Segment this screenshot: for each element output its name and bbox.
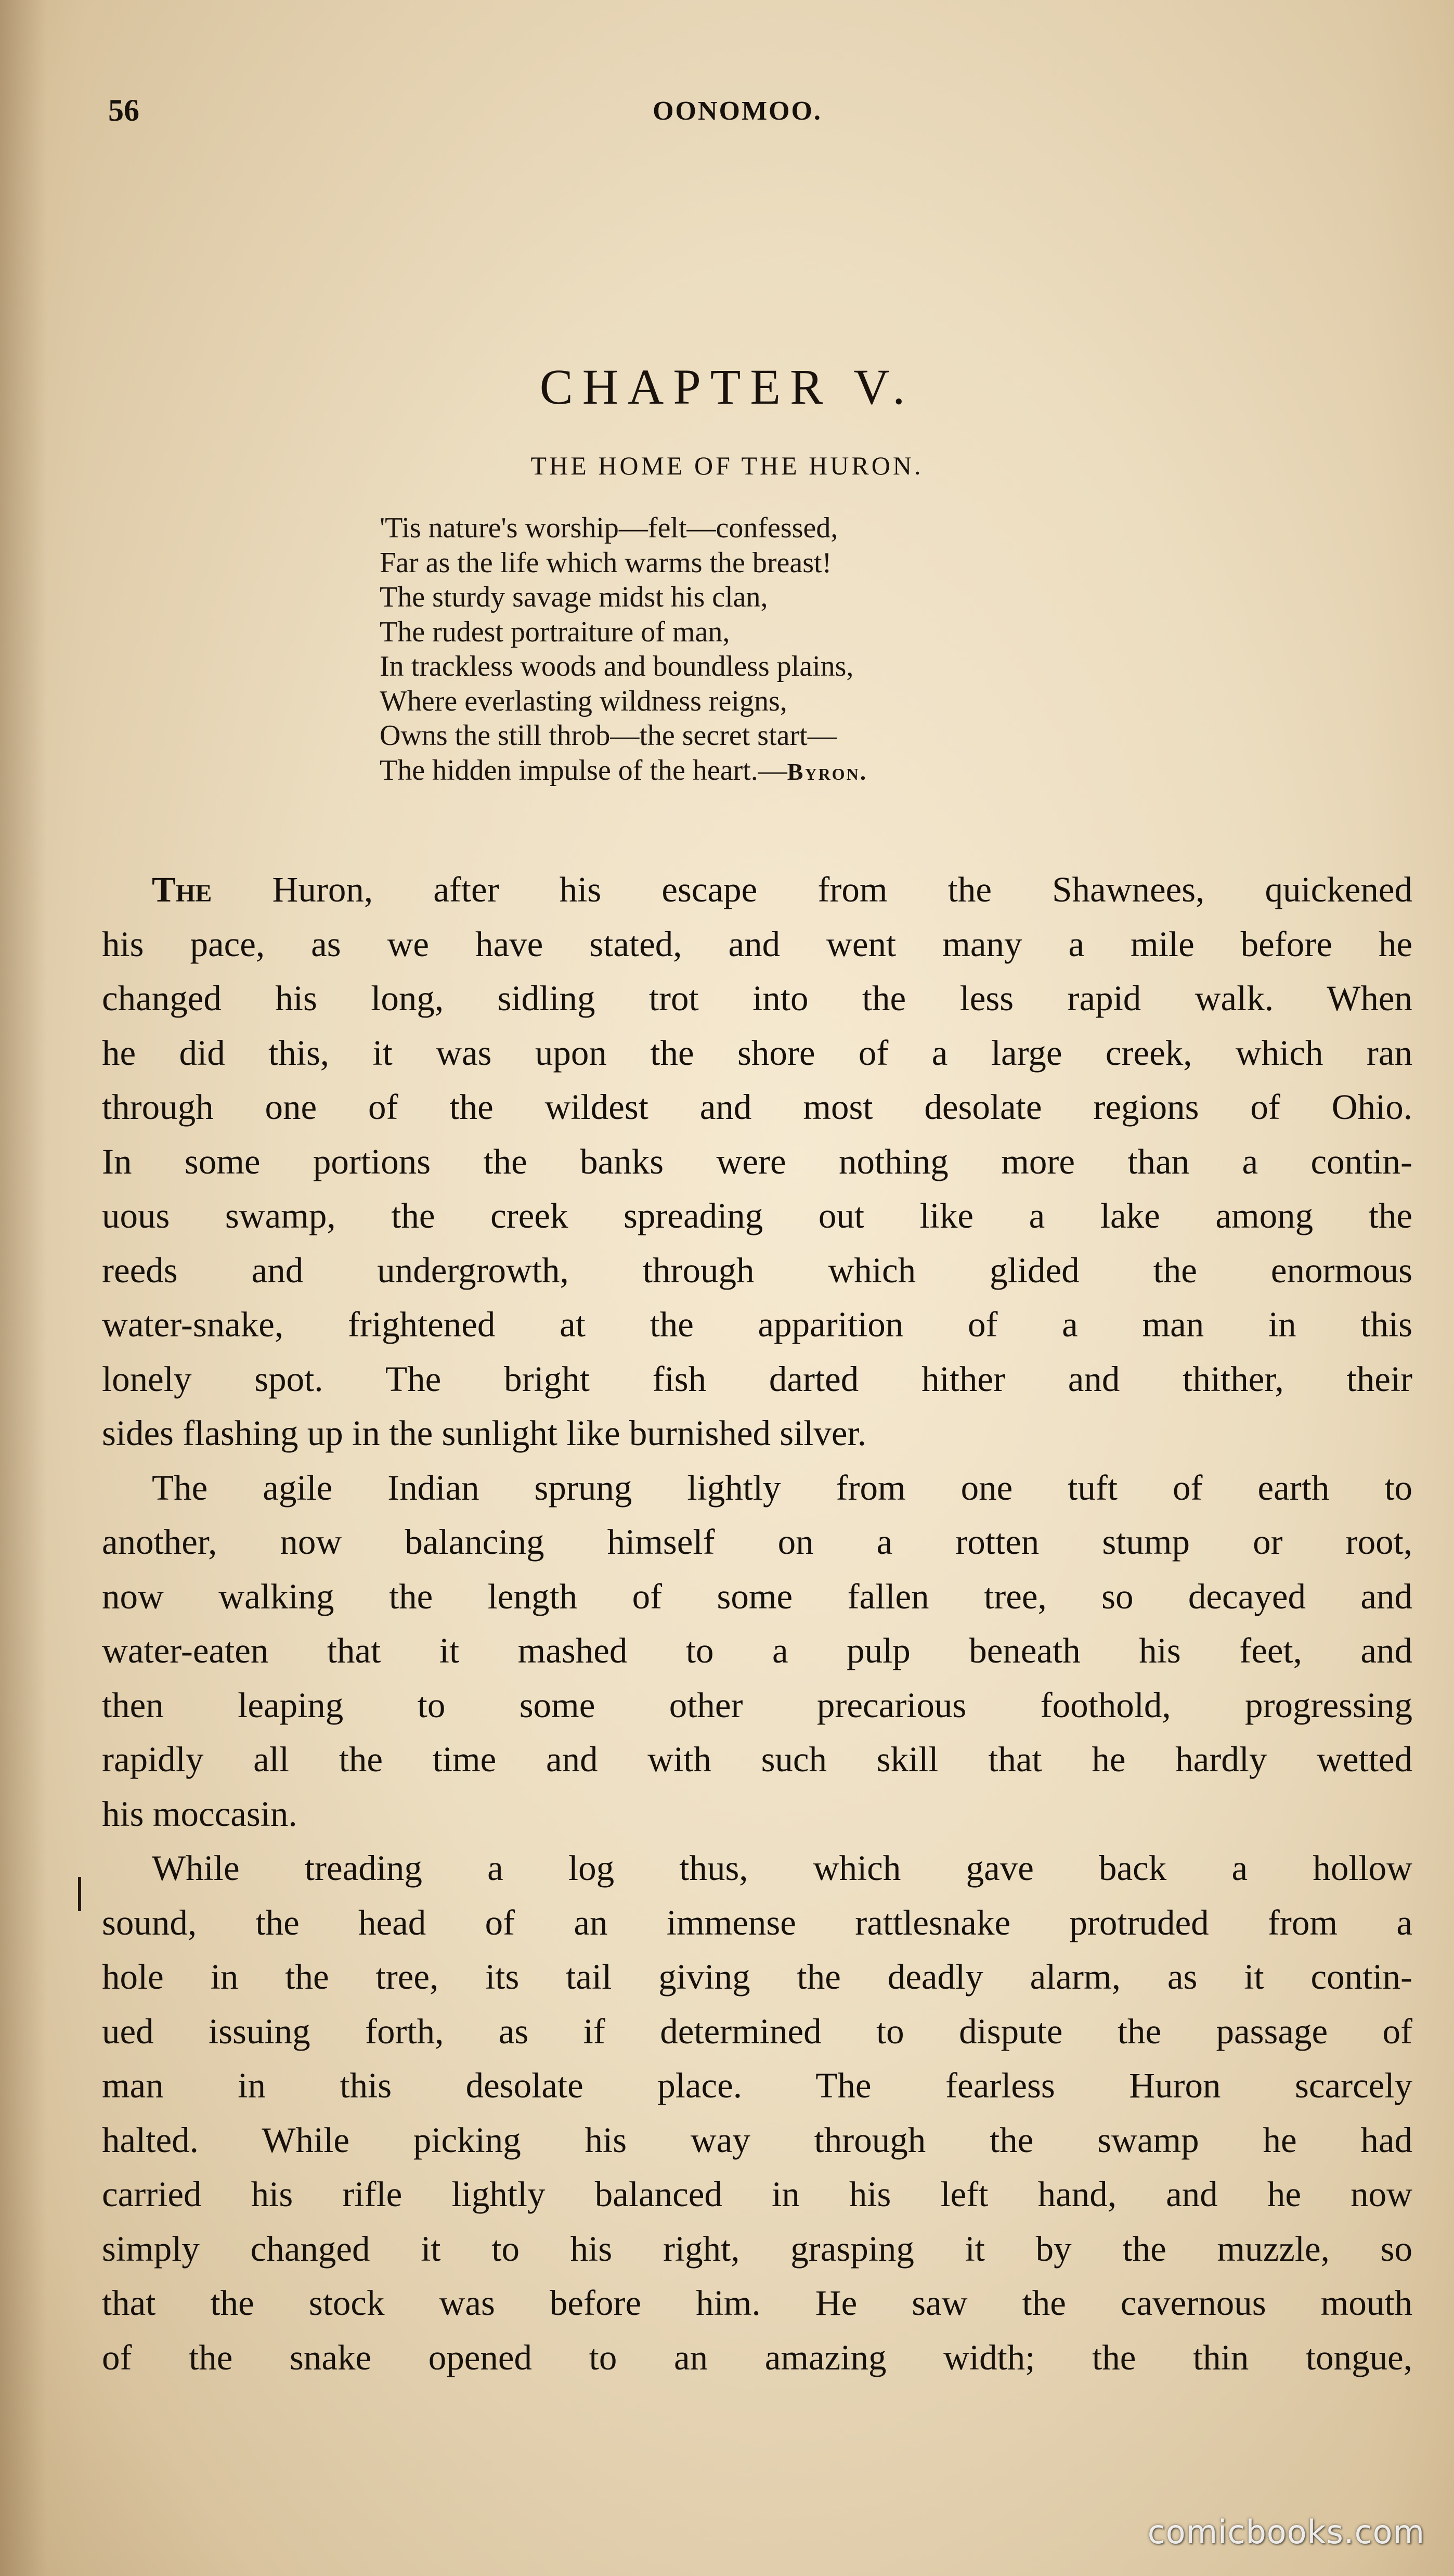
drop-word: The [152,870,212,909]
body-line: his moccasin. [102,1794,297,1834]
body-line: water-eaten that it mashed to a pulp beneath his feet, and [102,1631,1412,1670]
epigraph-line-text: The hidden impulse of the heart.— [380,754,787,787]
chapter-title: CHAPTER V. [539,359,915,415]
chapter-subtitle: THE HOME OF THE HURON. [530,451,924,480]
epigraph-line-last [380,753,1212,788]
body-line: another, now balancing himself on a rotten stump or root, [102,1522,1412,1562]
body-text [102,862,1412,2385]
page-number: 56 [108,93,139,127]
body-line: sound, the head of an immense rattlesnake protruded from a [102,1902,1412,1942]
body-line: his pace, as we have stated, and went many a mile before he [102,924,1412,964]
page-header [0,93,1454,134]
body-line: then leaping to some other precarious foothold, progressing [102,1685,1412,1725]
body-line: of the snake opened to an amazing width; the thin tongue, [102,2337,1412,2377]
body-line: man in this desolate place. The fearless Huron scarcely [102,2066,1412,2105]
body-line: now walking the length of some fallen tree, so decayed and [102,1576,1412,1616]
body-line: through one of the wildest and most desolate regions of Ohio. [102,1087,1412,1127]
body-line: hole in the tree, its tail giving the deadly alarm, as it contin- [102,1957,1412,1997]
body-line: sides flashing up in the sunlight like burnished silver. [102,1413,866,1453]
margin-mark [78,1877,81,1911]
body-line: The agile Indian sprung lightly from one tuft of earth to [152,1467,1412,1508]
body-line: simply changed it to his right, grasping it by the muzzle, so [102,2229,1412,2269]
epigraph-line: The rudest portraiture of man, [380,615,730,648]
running-head: OONOMOO. [653,96,822,126]
body-line: halted. While picking his way through the swamp he had [102,2120,1412,2160]
body-line: ued issuing forth, as if determined to dispute the passage of [102,2011,1412,2051]
body-line: lonely spot. The bright fish darted hither and thither, their [102,1359,1412,1399]
body-line: water-snake, frightened at the apparition of a man in this [102,1305,1412,1344]
body-line: changed his long, sidling trot into the less rapid walk. When [102,978,1412,1018]
epigraph [380,511,1212,788]
body-line [102,862,1412,917]
epigraph-line: Far as the life which warms the breast! [380,546,832,579]
body-line: that the stock was before him. He saw the cavernous mouth [102,2283,1412,2323]
body-line: he did this, it was upon the shore of a large creek, which ran [102,1033,1412,1073]
body-line: reeds and undergrowth, through which glided the enormous [102,1250,1412,1290]
epigraph-attribution: Byron. [787,758,868,785]
body-line: rapidly all the time and with such skill that he hardly wetted [102,1740,1412,1779]
epigraph-line: The sturdy savage midst his clan, [380,581,768,613]
epigraph-line: In trackless woods and boundless plains, [380,650,854,682]
body-line-text: Huron, after his escape from the Shawnees, quickened [212,870,1412,909]
watermark: comicbooks.com [1147,2513,1425,2551]
body-line: In some portions the banks were nothing more than a contin- [102,1141,1412,1181]
epigraph-line: Owns the still throb—the secret start— [380,719,837,752]
epigraph-line: Where everlasting wildness reigns, [380,685,787,717]
body-line: While treading a log thus, which gave back a hollow [152,1848,1412,1888]
epigraph-line: 'Tis nature's worship—felt—confessed, [380,512,838,544]
body-line: carried his rifle lightly balanced in his left hand, and he now [102,2174,1412,2214]
body-line: uous swamp, the creek spreading out like a lake among the [102,1196,1412,1235]
